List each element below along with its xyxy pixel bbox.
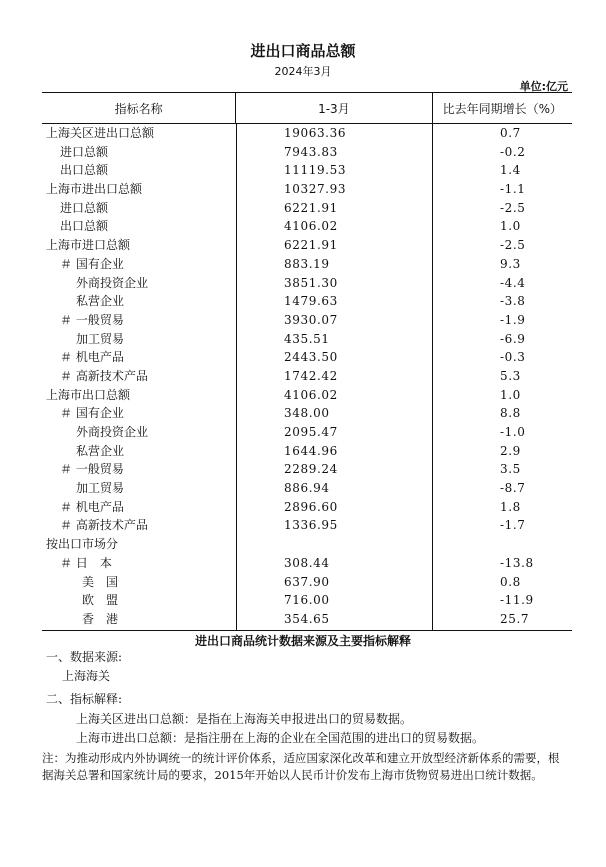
unit-label: 单位:亿元 <box>519 80 568 93</box>
indicator-value: 435.51 <box>284 331 330 346</box>
definition-1: 上海关区进出口总额：是指在上海海关申报进出口的贸易数据。 <box>76 712 413 726</box>
indicator-name: 加工贸易 <box>76 331 125 346</box>
column-divider <box>432 124 433 630</box>
indicator-name: 加工贸易 <box>76 481 125 496</box>
indicator-name: ＃ 机电产品 <box>60 350 124 365</box>
table-row <box>42 423 572 442</box>
indicator-name: 美 国 <box>82 574 119 589</box>
indicator-growth: -8.7 <box>500 481 526 496</box>
indicator-growth: -13.8 <box>500 555 534 570</box>
indicator-growth: 25.7 <box>500 611 530 626</box>
indicator-name: 外商投资企业 <box>76 425 149 439</box>
table-row <box>42 330 572 349</box>
indicator-growth: -1.7 <box>500 518 526 533</box>
table-row <box>42 591 572 610</box>
indicator-growth: 1.0 <box>500 387 521 402</box>
indicator-name: 欧 盟 <box>82 593 119 608</box>
indicator-growth: -0.2 <box>500 144 526 159</box>
indicator-value: 354.65 <box>284 611 330 626</box>
trade-table <box>42 92 572 631</box>
indicator-value: 1742.42 <box>284 368 338 383</box>
table-row <box>42 236 572 255</box>
table-body <box>42 124 572 630</box>
indicator-name: 上海市进出口总额 <box>46 182 143 197</box>
column-divider <box>236 124 237 630</box>
indicator-value: 308.44 <box>284 555 330 570</box>
indicator-growth: 9.3 <box>500 256 521 271</box>
indicator-name: 私营企业 <box>76 294 125 309</box>
source-heading: 一、数据来源: <box>46 650 123 664</box>
indicator-name: ＃ 高新技术产品 <box>60 518 148 533</box>
table-row <box>42 292 572 311</box>
indicator-growth <box>432 535 572 554</box>
indicator-name: 进口总额 <box>60 144 109 159</box>
indicator-value: 1479.63 <box>284 294 338 309</box>
indicator-name: 按出口市场分 <box>46 537 119 552</box>
indicator-growth: -11.9 <box>500 593 534 608</box>
indicator-growth: 8.8 <box>500 406 521 421</box>
table-row <box>42 460 572 479</box>
indicator-name: 上海市进口总额 <box>46 238 131 253</box>
indicator-name: 出口总额 <box>60 163 109 178</box>
table-row <box>42 311 572 330</box>
indicator-name: ＃ 一般贸易 <box>60 312 124 327</box>
indicator-value: 2443.50 <box>284 350 338 365</box>
indicator-value: 637.90 <box>284 574 330 589</box>
indicator-growth: -1.0 <box>500 425 526 439</box>
table-row <box>42 217 572 236</box>
indicator-growth: 1.4 <box>500 163 521 178</box>
indicator-value: 883.19 <box>284 256 330 271</box>
indicator-growth: 0.7 <box>500 126 521 140</box>
indicator-growth: -6.9 <box>500 331 526 346</box>
table-row <box>42 124 572 143</box>
indicator-value: 11119.53 <box>284 163 347 178</box>
indicator-value: 6221.91 <box>284 238 338 253</box>
indicator-growth: -2.5 <box>500 200 526 215</box>
source-value: 上海海关 <box>62 669 111 683</box>
definition-2: 上海市进出口总额：是指注册在上海的企业在全国范围的进出口的贸易数据。 <box>76 731 485 745</box>
table-row <box>42 180 572 199</box>
indicator-name: ＃ 一般贸易 <box>60 462 124 477</box>
indicator-name: ＃ 高新技术产品 <box>60 368 148 383</box>
table-row <box>42 516 572 535</box>
header-indicator: 指标名称 <box>114 101 163 116</box>
table-row <box>42 274 572 293</box>
indicator-value: 1336.95 <box>284 518 338 533</box>
table-row <box>42 573 572 592</box>
indicator-growth: 5.3 <box>500 368 521 383</box>
indicator-value: 6221.91 <box>284 200 338 215</box>
indicator-growth: 3.5 <box>500 462 521 477</box>
indicator-growth: -4.4 <box>500 275 526 290</box>
table-row <box>42 143 572 162</box>
notes-title: 进出口商品统计数据来源及主要指标解释 <box>194 634 411 648</box>
indicator-name: ＃ 日 本 <box>60 555 112 570</box>
indicator-value: 10327.93 <box>284 182 347 197</box>
indicator-value: 716.00 <box>284 593 330 608</box>
indicator-name: 出口总额 <box>60 219 109 234</box>
table-row <box>42 554 572 573</box>
table-row <box>42 367 572 386</box>
indicator-name: 进口总额 <box>60 200 109 215</box>
header-growth: 比去年同期增长（%） <box>432 93 572 123</box>
indicator-growth: -2.5 <box>500 238 526 253</box>
indicator-growth: 1.0 <box>500 219 521 234</box>
indicator-name: ＃ 国有企业 <box>60 256 124 271</box>
indicator-name: ＃ 机电产品 <box>60 499 124 514</box>
definition-heading: 二、指标解释: <box>46 692 123 706</box>
header-period: 1-3月 <box>235 93 431 123</box>
table-row <box>42 348 572 367</box>
indicator-value: 2095.47 <box>284 425 338 439</box>
page-title: 进出口商品总额 <box>250 42 356 60</box>
table-row <box>42 404 572 423</box>
indicator-growth: 1.8 <box>500 499 521 514</box>
indicator-growth: 0.8 <box>500 574 521 589</box>
table-row <box>42 535 572 554</box>
indicator-value: 4106.02 <box>284 219 338 234</box>
table-row <box>42 498 572 517</box>
indicator-value: 19063.36 <box>284 126 347 140</box>
indicator-value: 3851.30 <box>284 275 338 290</box>
indicator-name: 私营企业 <box>76 443 125 458</box>
indicator-value: 1644.96 <box>284 443 338 458</box>
indicator-growth: -1.9 <box>500 312 526 327</box>
indicator-growth: -3.8 <box>500 294 526 309</box>
indicator-value: 3930.07 <box>284 312 338 327</box>
table-row <box>42 199 572 218</box>
report-period: 2024年3月 <box>274 65 332 78</box>
indicator-name: 上海市出口总额 <box>46 387 131 402</box>
table-row <box>42 610 572 629</box>
indicator-name: 上海关区进出口总额 <box>46 126 155 140</box>
indicator-name: 香 港 <box>82 611 119 626</box>
indicator-value: 886.94 <box>284 481 330 496</box>
indicator-name: 外商投资企业 <box>76 275 149 290</box>
indicator-name: ＃ 国有企业 <box>60 406 124 421</box>
table-header <box>42 93 572 124</box>
indicator-value: 4106.02 <box>284 387 338 402</box>
indicator-growth: 2.9 <box>500 443 521 458</box>
indicator-value <box>236 535 432 554</box>
table-row <box>42 161 572 180</box>
footnote: 注：为推动形成内外协调统一的统计评价体系，适应国家深化改革和建立开放型经济新体系的需要，根据海关总署和国家统计局的要求，2015年开始以人民币计价发布上海市货物贸易进出口统计数据。 <box>42 751 560 782</box>
indicator-growth: -1.1 <box>500 182 526 197</box>
table-row <box>42 386 572 405</box>
indicator-value: 348.00 <box>284 406 330 421</box>
indicator-value: 7943.83 <box>284 144 338 159</box>
indicator-value: 2289.24 <box>284 462 338 477</box>
table-row <box>42 479 572 498</box>
indicator-growth: -0.3 <box>500 350 526 365</box>
table-row <box>42 442 572 461</box>
indicator-value: 2896.60 <box>284 499 338 514</box>
table-row <box>42 255 572 274</box>
